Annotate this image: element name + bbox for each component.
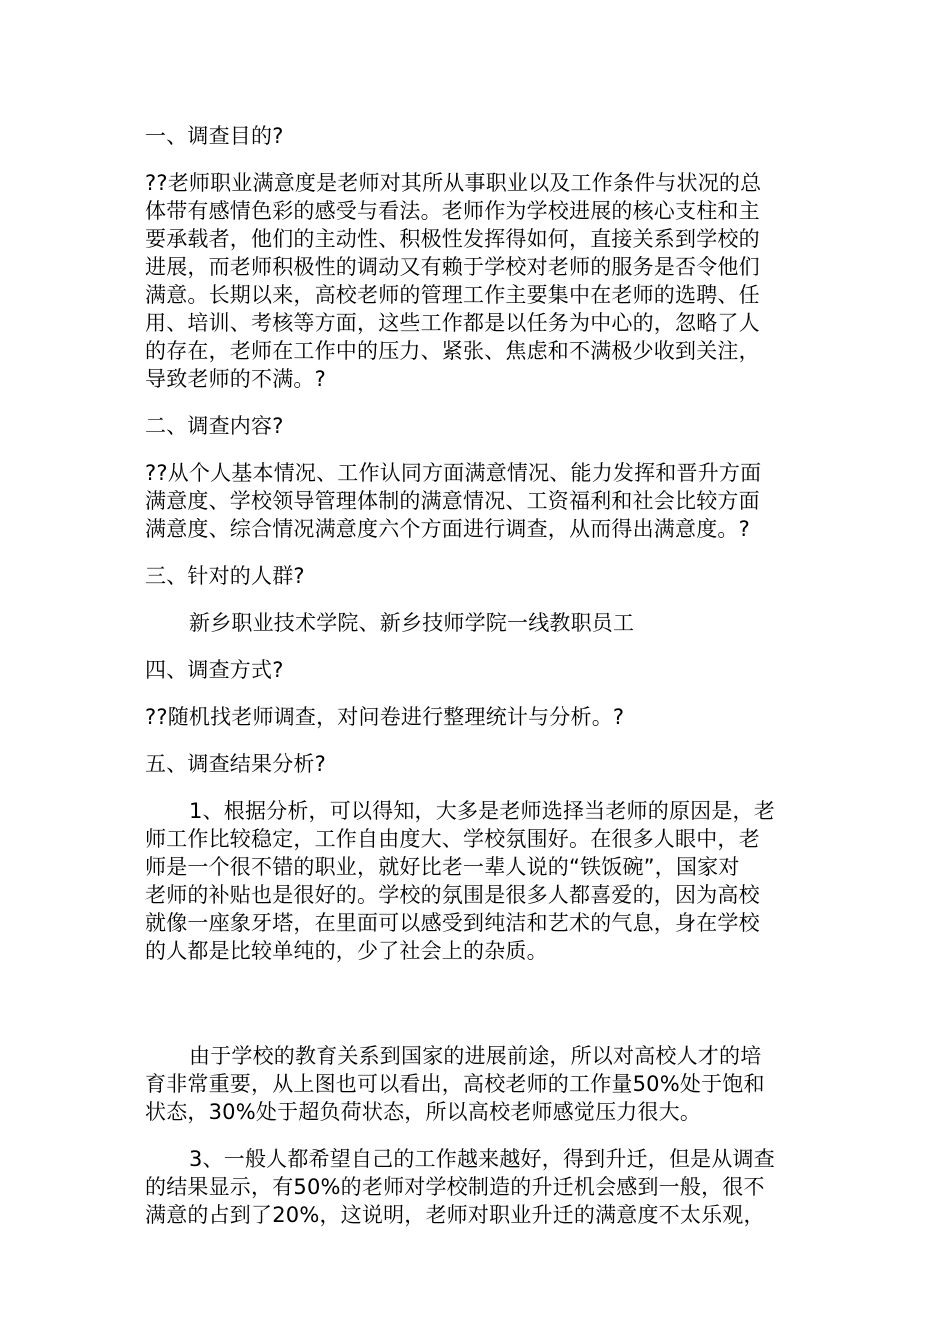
paragraph-line: 满意。长期以来，高校老师的管理工作主要集中在老师的选聘、任 <box>145 283 760 307</box>
paragraph-line: 满意的占到了20%，这说明，老师对职业升迁的满意度不太乐观， <box>145 1203 765 1227</box>
paragraph-line: 的人都是比较单纯的，少了社会上的杂质。 <box>145 939 548 963</box>
paragraph-line: ??随机找老师调查，对问卷进行整理统计与分析。? <box>145 705 625 729</box>
paragraph-line: 要承载者，他们的主动性、积极性发挥得如何，直接关系到学校的 <box>145 227 760 251</box>
paragraph-line: 进展，而老师积极性的调动又有赖于学校对老师的服务是否令他们 <box>145 255 760 279</box>
paragraph-line: 就像一座象牙塔，在里面可以感受到纯洁和艺术的气息，身在学校 <box>145 911 760 935</box>
heading-target-group <box>145 562 810 590</box>
paragraph-line: 新乡职业技术学院、新乡技师学院一线教职员工 <box>189 611 635 635</box>
blank-spacer <box>145 984 810 1042</box>
paragraph-line: 的结果显示，有50%的老师对学校制造的升迁机会感到一般，很不 <box>145 1175 765 1199</box>
paragraph-survey-method <box>145 703 810 731</box>
paragraph-line: 满意度、综合情况满意度六个方面进行调查，从而得出满意度。? <box>145 517 750 541</box>
paragraph-line: ??从个人基本情况、工作认同方面满意情况、能力发挥和晋升方面 <box>145 461 762 485</box>
heading-line: 三、针对的人群? <box>145 564 305 588</box>
paragraph-analysis-2 <box>145 1042 810 1126</box>
paragraph-line: 育非常重要，从上图也可以看出，高校老师的工作量50%处于饱和 <box>145 1072 765 1096</box>
paragraph-survey-purpose <box>145 169 810 393</box>
paragraph-line: 状态，30%处于超负荷状态，所以高校老师感觉压力很大。 <box>145 1100 702 1124</box>
paragraph-line: 由于学校的教育关系到国家的进展前途，所以对高校人才的培 <box>189 1044 762 1068</box>
heading-result-analysis <box>145 750 810 778</box>
paragraph-line: 满意度、学校领导管理体制的满意情况、工资福利和社会比较方面 <box>145 489 760 513</box>
heading-survey-content <box>145 412 810 440</box>
paragraph-line: 老师的补贴也是很好的。学校的氛围是很多人都喜爱的，因为高校 <box>145 883 760 907</box>
paragraph-analysis-1 <box>145 797 810 965</box>
paragraph-line: ??老师职业满意度是老师对其所从事职业以及工作条件与状况的总 <box>145 171 762 195</box>
heading-line: 二、调查内容? <box>145 414 284 438</box>
paragraph-line: 用、培训、考核等方面，这些工作都是以任务为中心的，忽略了人 <box>145 311 760 335</box>
paragraph-line: 师是一个很不错的职业，就好比老一辈人说的“铁饭碗”，国家对 <box>145 855 740 879</box>
heading-line: 一、调查目的? <box>145 124 284 148</box>
paragraph-line: 的存在，老师在工作中的压力、紧张、焦虑和不满极少收到关注， <box>145 339 760 363</box>
paragraph-line: 体带有感情色彩的感受与看法。老师作为学校进展的核心支柱和主 <box>145 199 760 223</box>
paragraph-line: 师工作比较稳定，工作自由度大、学校氛围好。在很多人眼中，老 <box>145 827 760 851</box>
heading-survey-method <box>145 656 810 684</box>
heading-line: 四、调查方式? <box>145 658 284 682</box>
heading-line: 五、调查结果分析? <box>145 752 326 776</box>
paragraph-line: 3、一般人都希望自己的工作越来越好，得到升迁，但是从调查 <box>189 1147 775 1171</box>
paragraph-survey-content <box>145 459 810 543</box>
paragraph-analysis-3 <box>145 1145 810 1229</box>
heading-survey-purpose <box>145 122 810 150</box>
paragraph-target-group <box>145 609 810 637</box>
document-body <box>145 122 810 1248</box>
paragraph-line: 1、根据分析，可以得知，大多是老师选择当老师的原因是，老 <box>189 799 775 823</box>
paragraph-line: 导致老师的不满。? <box>145 367 326 391</box>
